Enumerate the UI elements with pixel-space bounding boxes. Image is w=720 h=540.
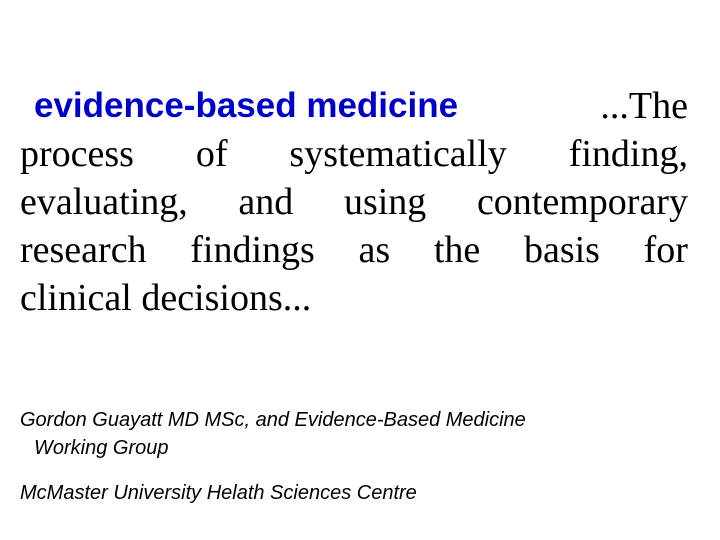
definition-block [20,82,688,322]
word: the [433,229,481,271]
definition-term: evidence-based medicine [34,86,459,125]
author-line-2: Working Group [34,437,169,459]
word: as [358,229,391,271]
word: finding, [568,133,688,175]
word: process [20,133,134,175]
definition-lead-text: ...The [600,85,688,127]
word: research [20,229,147,271]
word: systematically [289,133,507,175]
word: contemporary [476,181,688,223]
word: of [195,133,228,175]
definition-line-5: clinical decisions... [20,277,312,319]
word: using [343,181,427,223]
word: for [643,229,688,271]
word: basis [523,229,600,271]
word: findings [190,229,315,271]
definition-line-1 [20,82,688,130]
definition-line-2 [20,130,688,178]
word: evaluating, [20,181,188,223]
author-line-1: Gordon Guayatt MD MSc, and Evidence-Based Medicine [20,409,526,431]
institution-name: McMaster University Helath Sciences Centre [20,482,417,504]
author-attribution [20,406,526,462]
definition-line-3 [20,178,688,226]
word: and [238,181,294,223]
definition-line-4 [20,226,688,274]
